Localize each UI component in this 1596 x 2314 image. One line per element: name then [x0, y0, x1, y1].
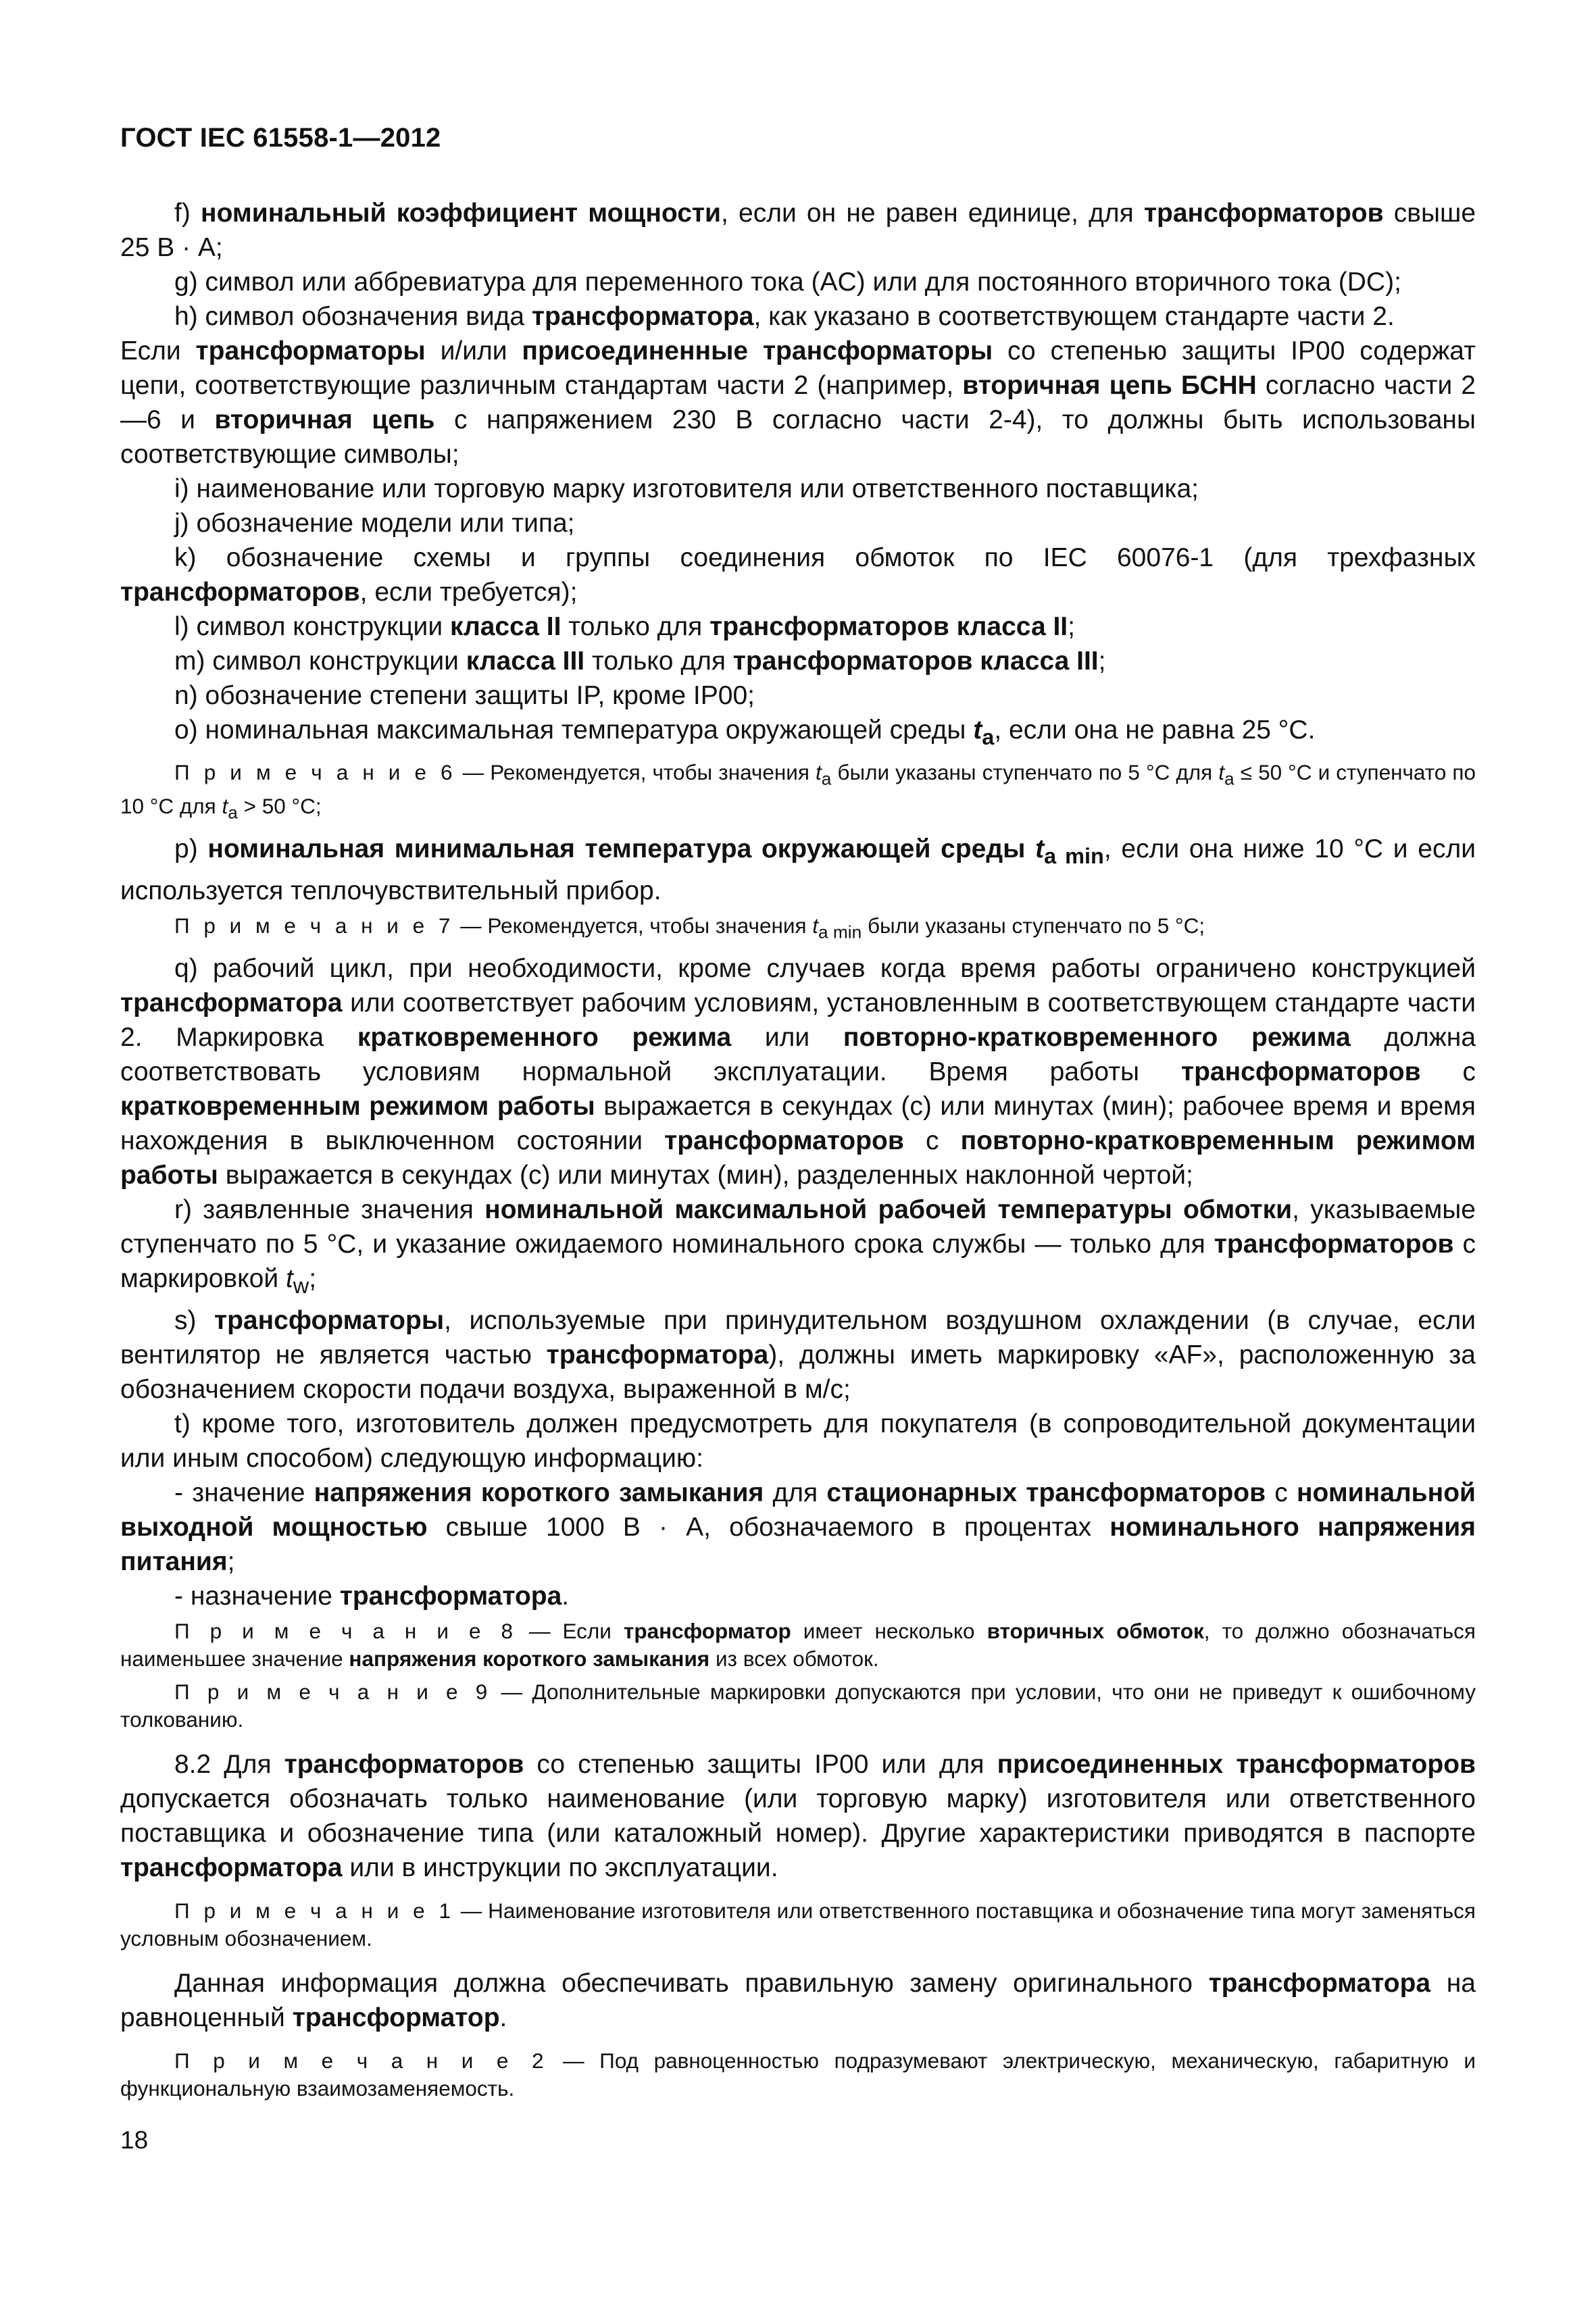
item-j-model-designation: j) обозначение модели или типа;	[174, 509, 575, 538]
item-k-winding-scheme: k) обозначение схемы и группы соединения обмоток по IEC 60076-1 (для трехфазных трансформаторов, если требуется);	[120, 543, 1476, 607]
item-i-manufacturer-name: i) наименование или торговую марку изготовителя или ответственного поставщика;	[174, 474, 1199, 503]
page-number: 18	[120, 2126, 149, 2154]
section-8-2: 8.2 Для трансформаторов со степенью защиты IP00 или для присоединенных трансформаторов допускается обозначать только наименование (или торговую марку) изготовителя или ответственного поставщика и обозначение типа (или каталожный номер). Другие характеристики приводятся в паспорте трансформатора или в инструкции по эксплуатации.	[120, 1750, 1476, 1883]
item-n-ip-rating: n) обозначение степени защиты IP, кроме IP00;	[174, 681, 755, 710]
item-f-rated-power-factor: f) номинальный коэффициент мощности, если он не равен единице, для трансформаторов свыше 25 В · А;	[120, 199, 1476, 262]
note-9: П р и м е ч а н и е 9 — Дополнительные маркировки допускаются при условии, что они не приведут к ошибочному толкованию.	[120, 1680, 1476, 1732]
item-l-class-ii-symbol: l) символ конструкции класса II только для трансформаторов класса II;	[174, 612, 1075, 641]
note-6: П р и м е ч а н и е 6 — Рекомендуется, чтобы значения $t_a$ были указаны ступенчато по 5 °C для $t_a \le 50$ °C и ступенчато по 10 °C для $t_a > 50$ °C;	[120, 759, 1476, 823]
note-1: П р и м е ч а н и е 1 — Наименование изготовителя или ответственного поставщика и обозначение типа могут заменяться условным обозначением.	[120, 1898, 1476, 1951]
dash-item-short-circuit-voltage: - значение напряжения короткого замыкания для стационарных трансформаторов с номинальной выходной мощностью свыше 1000 В · А, обозначаемого в процентах номинального напряжения питания;	[120, 1478, 1476, 1577]
item-h-transformer-type-symbol: h) символ обозначения вида трансформатора, как указано в соответствующем стандарте части 2.	[174, 302, 1395, 331]
document-body	[120, 196, 1476, 2108]
item-t-additional-info: t) кроме того, изготовитель должен предусмотреть для покупателя (в сопроводительной документации или иным способом) следующую информацию:	[120, 1409, 1476, 1474]
item-q-duty-cycle: q) рабочий цикл, при необходимости, кроме случаев когда время работы ограничено конструкцией трансформатора или соответствует рабочим условиям, установленным в соответствующем стандарте части 2. Маркировка кратковременного режима или повторно-кратковременного режима должна соответствовать условиям нормальной эксплуатации. Время работы трансформаторов с кратковременным режимом работы выражается в секундах (с) или минутах (мин); рабочее время и время нахождения в выключенном состоянии трансформаторов с повторно-кратковременным режимом работы выражается в секундах (с) или минутах (мин), разделенных наклонной чертой;	[120, 954, 1476, 1190]
document-header: ГОСТ IEC 61558-1—2012	[120, 123, 441, 153]
note-2: П р и м е ч а н и е 2 — Под равноценностью подразумевают электрическую, механическую, габаритную и функциональную взаимозаменяемость.	[120, 2048, 1476, 2101]
dash-item-transformer-purpose: - назначение трансформатора.	[174, 1582, 570, 1611]
item-r-winding-temperature: r) заявленные значения номинальной максимальной рабочей температуры обмотки, указываемые ступенчато по 5 °C, и указание ожидаемого номинального срока службы — только для трансформаторов с маркировкой $t_w$;	[120, 1195, 1476, 1299]
note-7: П р и м е ч а н и е 7 — Рекомендуется, чтобы значения $t_{a min}$ были указаны ступенчато по 5 °C;	[174, 913, 1205, 942]
note-8: П р и м е ч а н и е 8 — Если трансформатор имеет несколько вторичных обмоток, то должно обозначаться наименьшее значение напряжения короткого замыкания из всех обмоток.	[120, 1619, 1476, 1671]
item-p-min-ambient-temperature: p) номинальная минимальная температура окружающей среды $t_{a min}$, если она ниже 10 °C и если используется теплочувствительный прибор.	[120, 834, 1476, 906]
item-m-class-iii-symbol: m) символ конструкции класса III только для трансформаторов класса III;	[174, 647, 1106, 676]
item-g-current-symbol: g) символ или аббревиатура для переменного тока (AC) или для постоянного вторичного тока (DC);	[174, 268, 1401, 297]
replacement-info-paragraph: Данная информация должна обеспечивать правильную замену оригинального трансформатора на равноценный трансформатор.	[120, 1969, 1476, 2033]
item-o-max-ambient-temperature: o) номинальная максимальная температура окружающей среды $t_a$, если она не равна 25 °C.	[174, 715, 1316, 749]
item-h-continuation: Если трансформаторы и/или присоединенные трансформаторы со степенью защиты IP00 содержат цепи, соответствующие различным стандартам части 2 (например, вторичная цепь БСНН согласно части 2—6 и вторичная цепь с напряжением 230 В согласно части 2-4), то должны быть использованы соответствующие символы;	[120, 336, 1476, 469]
item-s-forced-air-cooling: s) трансформаторы, используемые при принудительном воздушном охлаждении (в случае, если вентилятор не является частью трансформатора), должны иметь маркировку «AF», расположенную за обозначением скорости подачи воздуха, выраженной в м/с;	[120, 1306, 1476, 1405]
